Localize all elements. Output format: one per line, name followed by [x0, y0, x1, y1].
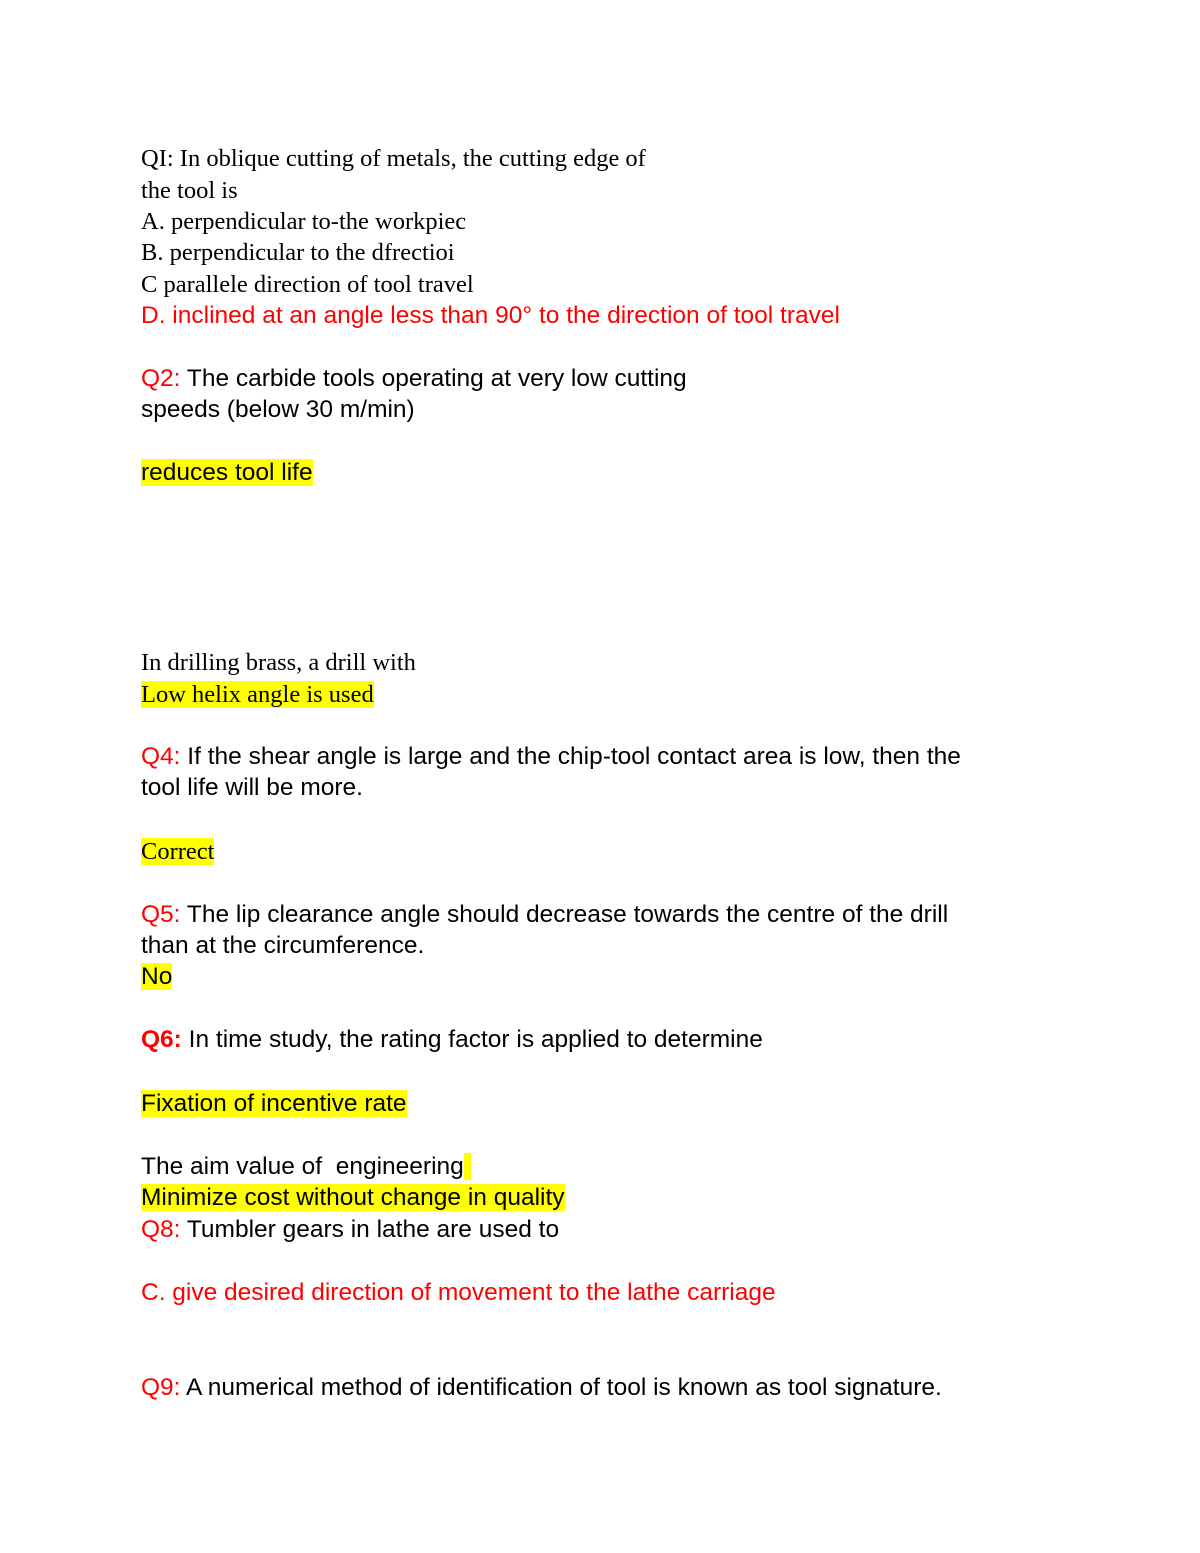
q7-answer-line [141, 1186, 565, 1211]
q7-question-text: The aim value of engineering [141, 1153, 464, 1180]
q5-question-line2: than at the circumference. [141, 932, 425, 959]
q2-question-line1 [141, 367, 687, 392]
q6-answer-highlighted: Fixation of incentive rate [141, 1090, 407, 1117]
q4-question-line2: tool life will be more. [141, 774, 363, 801]
q8-question-text: Tumbler gears in lathe are used to [180, 1216, 560, 1243]
q1-option-b: B. perpendicular to the dfrectioi [141, 239, 455, 266]
q8-question-line [141, 1218, 559, 1243]
q5-question-line1 [141, 903, 948, 928]
q3-answer-highlighted: Low helix angle is used [141, 681, 374, 708]
q9-question-line [141, 1376, 942, 1401]
q6-number: Q6: [141, 1026, 182, 1053]
q7-highlight-pad [464, 1153, 471, 1180]
q6-answer-line [141, 1092, 407, 1117]
q5-number: Q5: [141, 901, 181, 928]
q5-answer-line [141, 965, 172, 990]
q8-answer: C. give desired direction of movement to the lathe carriage [141, 1279, 776, 1306]
q7-question-line [141, 1155, 471, 1180]
q1-question-line1: QI: In oblique cutting of metals, the cutting edge of [141, 145, 646, 172]
q9-number: Q9: [141, 1374, 181, 1401]
q8-number: Q8: [141, 1216, 181, 1243]
q9-question-text: A numerical method of identification of tool is known as tool signature. [180, 1374, 942, 1401]
q4-number: Q4: [141, 743, 181, 770]
q1-option-a: A. perpendicular to-the workpiec [141, 208, 467, 235]
q3-question: In drilling brass, a drill with [141, 649, 416, 676]
q4-answer-line [141, 840, 214, 865]
q4-answer-highlighted: Correct [141, 838, 215, 865]
q2-question-text: The carbide tools operating at very low cutting [180, 365, 687, 392]
q4-question-text: If the shear angle is large and the chip-tool contact area is low, then the [180, 743, 961, 770]
q2-answer-line [141, 461, 313, 486]
q1-question-line2: the tool is [141, 177, 238, 204]
q1-answer-option-d: D. inclined at an angle less than 90° to the direction of tool travel [141, 302, 840, 329]
q5-answer-highlighted: No [141, 963, 173, 990]
q3-answer-line [141, 683, 374, 708]
q2-question-line2: speeds (below 30 m/min) [141, 396, 415, 423]
q6-question-line [141, 1028, 763, 1053]
q2-answer-highlighted: reduces tool life [141, 459, 313, 486]
q1-option-c: C parallele direction of tool travel [141, 271, 474, 298]
q6-question-text: In time study, the rating factor is applied to determine [181, 1026, 763, 1053]
q5-question-text: The lip clearance angle should decrease towards the centre of the drill [180, 901, 949, 928]
q2-number: Q2: [141, 365, 181, 392]
q7-answer-highlighted: Minimize cost without change in quality [141, 1184, 565, 1211]
q4-question-line1 [141, 745, 961, 770]
